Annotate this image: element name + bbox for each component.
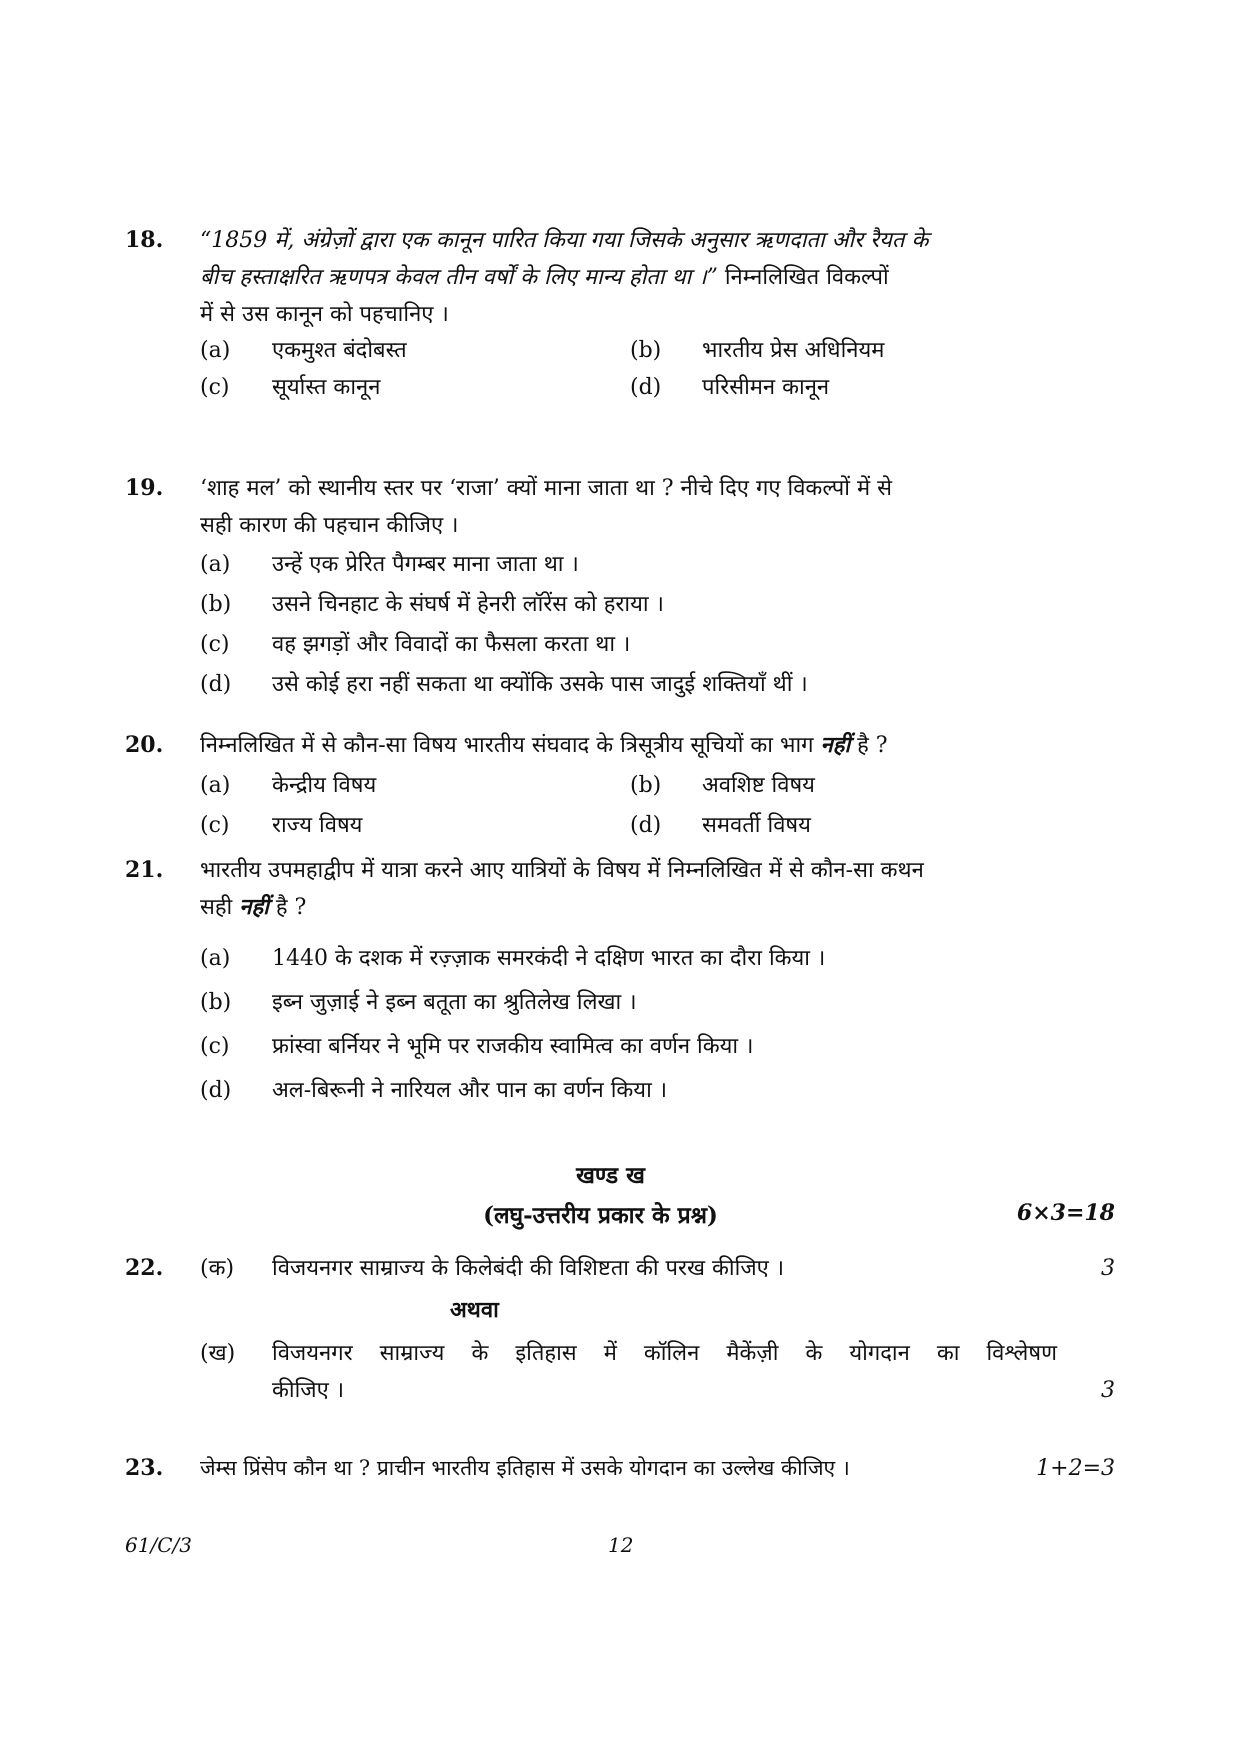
option-label: (c) bbox=[200, 813, 230, 838]
question-line bbox=[200, 259, 1130, 296]
question-line: में से उस कानून को पहचानिए । bbox=[200, 302, 449, 327]
question-number: 20. bbox=[125, 732, 164, 758]
option-label: (c) bbox=[200, 632, 230, 657]
part-b-label: (ख) bbox=[200, 1341, 236, 1366]
option-text: फ्रांस्वा बर्नियर ने भूमि पर राजकीय स्वामित्व का वर्णन किया । bbox=[272, 1034, 754, 1059]
question-text bbox=[200, 852, 1130, 926]
question-number: 19. bbox=[125, 475, 164, 501]
option-row bbox=[200, 666, 1130, 703]
question-text: जेम्स प्रिंसेप कौन था ? प्राचीन भारतीय इतिहास में उसके योगदान का उल्लेख कीजिए । bbox=[200, 1456, 850, 1480]
quoted-text: बीच हस्ताक्षरित ऋणपत्र केवल तीन वर्षों के लिए मान्य होता था ।” bbox=[200, 265, 718, 290]
option-row bbox=[200, 626, 1130, 663]
option-label: (b) bbox=[630, 338, 662, 363]
option-text: परिसीमन कानून bbox=[702, 375, 830, 400]
question-line bbox=[200, 889, 1130, 926]
question-text-part: निम्नलिखित में से कौन-सा विषय भारतीय संघवाद के त्रिसूत्रीय सूचियों का भाग bbox=[200, 733, 821, 758]
option-label: (d) bbox=[630, 375, 662, 400]
emphasis-not: नहीं bbox=[820, 732, 851, 758]
question-19 bbox=[125, 470, 1115, 700]
option-row bbox=[200, 1072, 1130, 1109]
paper-code: 61/C/3 bbox=[125, 1533, 192, 1557]
part-b-marks: 3 bbox=[1101, 1378, 1115, 1403]
section-title: खण्ड ख bbox=[576, 1162, 645, 1189]
question-number: 22. bbox=[125, 1255, 164, 1281]
option-text: उसने चिनहाट के संघर्ष में हेनरी लॉरेंस को हराया । bbox=[272, 592, 664, 617]
question-23 bbox=[125, 1450, 1115, 1490]
question-20 bbox=[125, 727, 1115, 847]
question-number: 18. bbox=[125, 227, 164, 253]
question-line: भारतीय उपमहाद्वीप में यात्रा करने आए यात्रियों के विषय में निम्नलिखित में से कौन-सा कथन bbox=[200, 858, 924, 883]
option-row bbox=[200, 984, 1130, 1021]
question-number: 23. bbox=[125, 1455, 164, 1481]
option-row bbox=[200, 1028, 1130, 1065]
part-b-text bbox=[272, 1335, 1057, 1409]
option-label: (b) bbox=[200, 592, 232, 617]
option-row bbox=[200, 940, 1130, 977]
option-text: भारतीय प्रेस अधिनियम bbox=[702, 338, 885, 363]
question-line: “1859 में, अंग्रेज़ों द्वारा एक कानून पारित किया गया जिसके अनुसार ऋणदाता और रैयत के bbox=[200, 228, 929, 253]
option-text: अवशिष्ट विषय bbox=[702, 773, 815, 798]
option-text: एकमुश्त बंदोबस्त bbox=[272, 338, 407, 363]
question-text-part: है ? bbox=[850, 733, 888, 758]
question-text bbox=[200, 470, 1130, 544]
option-label: (b) bbox=[630, 773, 662, 798]
option-text: अल-बिरूनी ने नारियल और पान का वर्णन किया । bbox=[272, 1078, 668, 1103]
option-text: उन्हें एक प्रेरित पैगम्बर माना जाता था । bbox=[272, 552, 579, 577]
option-row bbox=[200, 546, 1130, 583]
part-a-marks: 3 bbox=[1101, 1256, 1115, 1281]
question-line: ‘शाह मल’ को स्थानीय स्तर पर ‘राजा’ क्यों माना जाता था ? नीचे दिए गए विकल्पों में से bbox=[200, 476, 892, 501]
option-row bbox=[200, 586, 1130, 623]
option-label: (a) bbox=[200, 338, 231, 363]
part-a-label: (क) bbox=[200, 1256, 235, 1281]
option-row bbox=[200, 767, 1130, 804]
question-22 bbox=[125, 1250, 1115, 1420]
question-number: 21. bbox=[125, 857, 164, 883]
option-text: राज्य विषय bbox=[272, 813, 363, 838]
option-label: (d) bbox=[630, 813, 662, 838]
option-label: (a) bbox=[200, 946, 231, 971]
part-b-line: विजयनगर साम्राज्य के इतिहास में कॉलिन मैकेंज़ी के योगदान का विश्लेषण bbox=[272, 1341, 1057, 1366]
option-label: (b) bbox=[200, 990, 232, 1015]
page-number: 12 bbox=[608, 1533, 634, 1557]
option-label: (d) bbox=[200, 1078, 232, 1103]
section-marks: 6×3=18 bbox=[1016, 1200, 1115, 1226]
question-text bbox=[200, 222, 1130, 333]
option-text: समवर्ती विषय bbox=[702, 813, 811, 838]
option-label: (c) bbox=[200, 1034, 230, 1059]
emphasis-not: नहीं bbox=[239, 894, 269, 920]
option-text: 1440 के दशक में रज़्ज़ाक समरकंदी ने दक्षिण भारत का दौरा किया । bbox=[272, 946, 826, 971]
question-marks: 1+2=3 bbox=[1036, 1456, 1115, 1481]
question-line-rest: निम्नलिखित विकल्पों bbox=[717, 265, 889, 290]
option-label: (a) bbox=[200, 773, 231, 798]
option-text: वह झगड़ों और विवादों का फैसला करता था । bbox=[272, 632, 631, 657]
option-text: उसे कोई हरा नहीं सकता था क्योंकि उसके पास जादुई शक्तियाँ थीं । bbox=[272, 672, 808, 697]
option-label: (a) bbox=[200, 552, 231, 577]
option-row bbox=[200, 369, 1130, 406]
option-row bbox=[200, 332, 1130, 369]
or-label: अथवा bbox=[450, 1297, 499, 1323]
option-text: केन्द्रीय विषय bbox=[272, 773, 377, 798]
question-21 bbox=[125, 852, 1115, 1112]
question-line: सही कारण की पहचान कीजिए । bbox=[200, 513, 459, 538]
question-text-part: सही bbox=[200, 895, 240, 920]
question-18 bbox=[125, 222, 1115, 412]
question-text-part: है ? bbox=[268, 895, 307, 920]
option-label: (c) bbox=[200, 375, 230, 400]
part-a-text: विजयनगर साम्राज्य के किलेबंदी की विशिष्टता की परख कीजिए । bbox=[272, 1256, 785, 1281]
option-text: सूर्यास्त कानून bbox=[272, 375, 381, 400]
option-label: (d) bbox=[200, 672, 232, 697]
question-text bbox=[200, 727, 1130, 764]
option-text: इब्न जुज़ाई ने इब्न बतूता का श्रुतिलेख लिखा । bbox=[272, 990, 637, 1015]
part-b-line: कीजिए । bbox=[272, 1378, 345, 1403]
section-subtitle: (लघु-उत्तरीय प्रकार के प्रश्न) bbox=[483, 1202, 718, 1229]
option-row bbox=[200, 807, 1130, 844]
